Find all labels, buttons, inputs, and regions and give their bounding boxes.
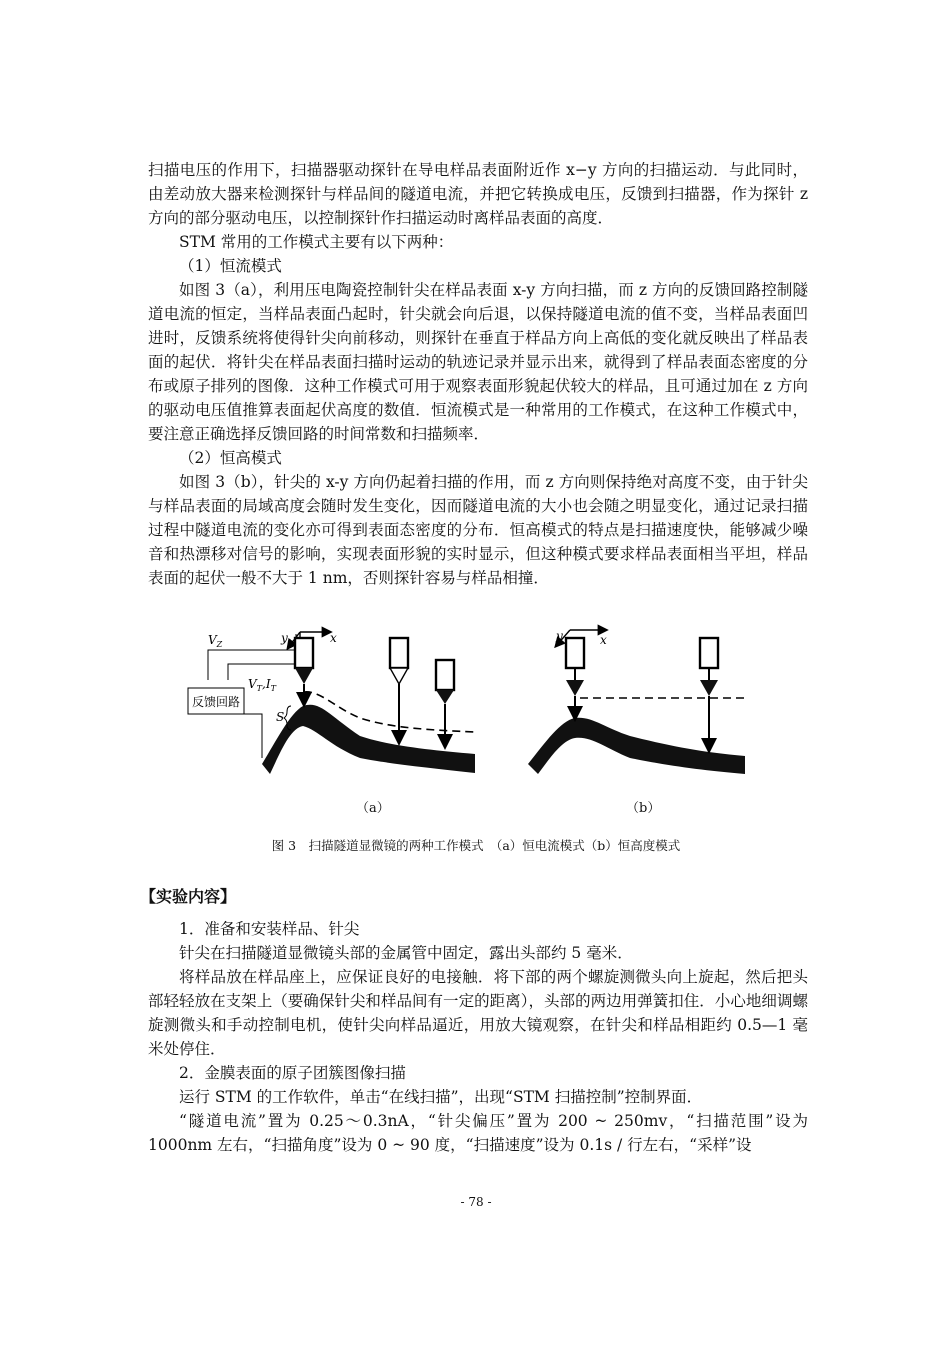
sample-surface-b: [528, 718, 745, 774]
paragraph-sample-mount: 将样品放在样品座上，应保证良好的电接触．将下部的两个螺旋测微头向上旋起，然后把头部轻轻放在支架上（要确保针尖和样品间有一定的距离），头部的两边用弹簧扣住．小心地细调螺旋测微头和手动控制电机，使针尖向样品逼近，用放大镜观察，在针尖和样品相距约 0.5—1 毫米处停住．: [148, 968, 808, 1058]
label-x-a: x: [330, 631, 337, 645]
feedback-wire-vt: [228, 652, 304, 680]
sub-caption-b: （b）: [626, 801, 661, 816]
tip-b1: [566, 680, 584, 696]
label-vt-it: $V_T,I_T$: [248, 677, 276, 693]
figure-stm-modes: [0, 618, 952, 818]
step-1-heading: 1．准备和安装样品、针尖: [179, 920, 360, 938]
panel-b: [528, 629, 745, 774]
tip-b2: [700, 680, 718, 696]
tip-a3: [436, 690, 454, 704]
tip-holder-b1: [566, 638, 584, 668]
tip-holder-b2: [700, 638, 718, 668]
tip-holder-a2: [390, 638, 408, 668]
heading-constant-height: （2）恒高模式: [179, 449, 282, 467]
tip-a1: [295, 668, 313, 684]
paragraph-modes-intro: STM 常用的工作模式主要有以下两种：: [179, 233, 454, 251]
label-vz: $V_Z$: [208, 633, 223, 649]
page-number: - 78 -: [460, 1195, 492, 1209]
label-y-a: y: [281, 631, 288, 645]
section-heading-experiment: 【实验内容】: [140, 887, 237, 906]
tip-a2: [390, 668, 408, 684]
paragraph-constant-height: 如图 3（b），针尖的 x-y 方向仍起着扫描的作用，而 z 方向则保持绝对高度不变，由于针尖与样品表面的局域高度会随时发生变化，因而隧道电流的大小也会随之明显变化，通过记录扫描过程中隧道电流的变化亦可得到表面态密度的分布．恒高模式的特点是扫描速度快，能够减少噪音和热漂移对信号的影响，实现表面形貌的实时显示，但这种模式要求样品表面相当平坦，样品表面的起伏一般不大于 1 nm，否则探针容易与样品相撞．: [148, 473, 808, 587]
tip-holder-a3: [436, 660, 454, 690]
tip-holder-a1: [295, 638, 313, 668]
feedback-box-label: 反馈回路: [191, 695, 241, 709]
figure-caption: 图 3 扫描隧道显微镜的两种工作模式 （a）恒电流模式（b）恒高度模式: [271, 838, 681, 853]
panel-a: [188, 631, 475, 774]
step-2-heading: 2．金膜表面的原子团簇图像扫描: [179, 1064, 406, 1082]
paragraph-tip-fix: 针尖在扫描隧道显微镜头部的金属管中固定，露出头部约 5 毫米．: [179, 944, 633, 962]
label-y-b: y: [556, 629, 563, 643]
heading-constant-current: （1）恒流模式: [179, 257, 282, 275]
feedback-wire-sample: [244, 714, 262, 758]
top-text-block: [148, 158, 808, 590]
label-s: S: [276, 710, 285, 724]
paragraph-constant-current: 如图 3（a），利用压电陶瓷控制针尖在样品表面 x-y 方向扫描，而 z 方向的反馈回路控制隧道电流的恒定，当样品表面凸起时，针尖就会向后退，以保持隧道电流的值不变，当样品表面凹进时，反馈系统将使得针尖向前移动，则探针在垂直于样品方向上高低的变化就反映出了样品表面的起伏．将针尖在样品表面扫描时运动的轨迹记录并显示出来，就得到了样品表面态密度的分布或原子排列的图像．这种工作模式可用于观察表面形貌起伏较大的样品，且可通过加在 z 方向的驱动电压值推算表面起伏高度的数值．恒流模式是一种常用的工作模式，在这种工作模式中，要注意正确选择反馈回路的时间常数和扫描频率．: [148, 281, 808, 443]
label-x-b: x: [600, 633, 607, 647]
bottom-text-block: [148, 917, 808, 1157]
paragraph-parameters: “隧道电流”置为 0.25～0.3nA，“针尖偏压”置为 200 ~ 250mv，“扫描范围”设为 1000nm 左右，“扫描角度”设为 0 ~ 90 度，“扫描速度”设为 0.1s / 行左右，“采样”设: [148, 1112, 808, 1154]
paragraph-continuation: 扫描电压的作用下，扫描器驱动探针在导电样品表面附近作 x−y 方向的扫描运动．与此同时，由差动放大器来检测探针与样品间的隧道电流，并把它转换成电压，反馈到扫描器，作为探针 z 方向的部分驱动电压，以控制探针作扫描运动时离样品表面的高度．: [148, 161, 808, 227]
paragraph-software: 运行 STM 的工作软件，单击“在线扫描”，出现“STM 扫描控制”控制界面．: [179, 1088, 703, 1106]
sub-caption-a: （a）: [356, 801, 390, 816]
sample-surface-a: [262, 705, 475, 774]
